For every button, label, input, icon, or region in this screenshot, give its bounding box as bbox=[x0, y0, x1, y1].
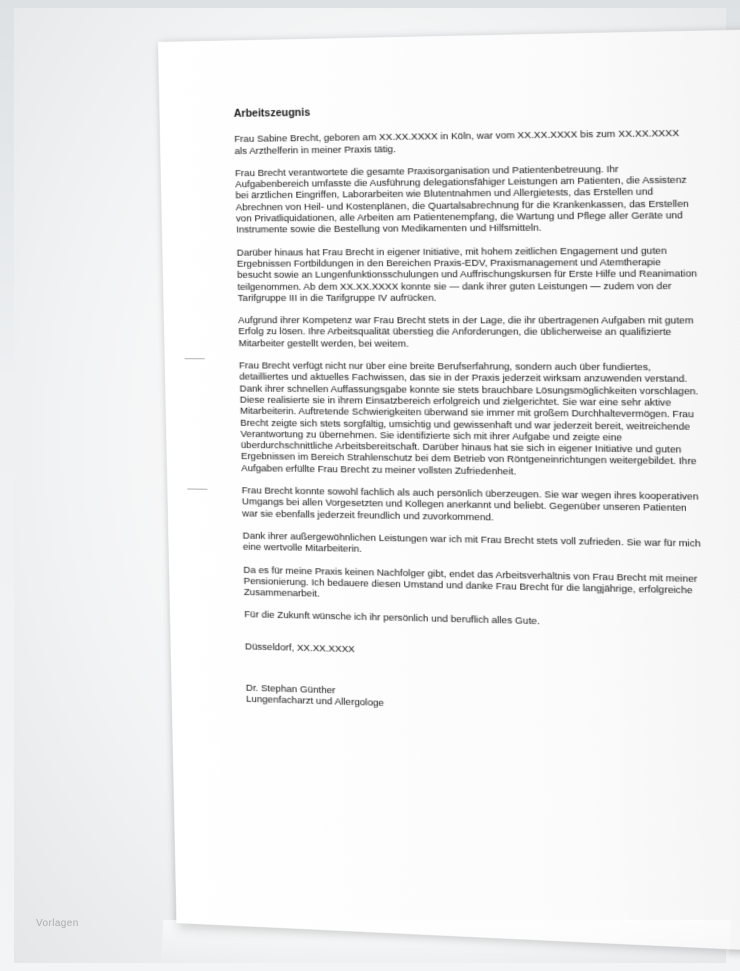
paragraph-conduct: Frau Brecht konnte sowohl fachlich als auch persönlich überzeugen. Sie war wegen ihres kooperativen Umgangs bei allen Vorgesetzten und Kollegen anerkannt und beliebt. Gegenüber unseren Patienten war sie ebenfalls jederzeit freundlich und zuvorkommend. bbox=[241, 485, 699, 524]
paragraph-termination: Da es für meine Praxis keinen Nachfolger gibt, endet das Arbeitsverhältnis von Frau Brecht mit meiner Pensionierung. Ich bedauere diesen Umstand und danke Frau Brecht für die langjährige, erfolgreiche Zusammenarbeit. bbox=[243, 564, 698, 600]
signatory-title: Lungenfacharzt und Allergologe bbox=[245, 694, 385, 710]
paragraph-duties: Frau Brecht verantwortete die gesamte Praxisorganisation und Patientenbetreuung. Ihr Aufgabenbereich umfasste die Ausführung delegationsfähiger Leistungen am Patienten, die Assistenz bei ärztlichen Eingriffen, Laborarbeiten wie Blutentnahmen und Allergietests, das Erstellen und Abrechnen von Heil- und Kostenplänen, die Quartalsabrechnung für die Krankenkassen, das Erstellen von Privatliquidationen, alle Arbeiten am Patientenempfang, die Wartung und Pflege aller Geräte und Instrumente sowie die Bestellung von Medikamenten und Hilfsmitteln. bbox=[234, 163, 689, 236]
document-body bbox=[234, 102, 707, 720]
document-title: Arbeitszeugnis bbox=[233, 106, 311, 120]
document-page bbox=[158, 30, 740, 952]
paragraph-satisfaction: Dank ihrer außergewöhnlichen Leistungen war ich mit Frau Brecht stets voll zufrieden. Sie war für mich eine wertvolle Mitarbeiterin. bbox=[242, 530, 701, 556]
paragraph-training: Darüber hinaus hat Frau Brecht in eigener Initiative, mit hohem zeitlichen Engagement und guten Ergebnissen Fortbildungen in den Bereichen Praxis-EDV, Praxismanagement und Atemtherapie besucht sowie an Lungenfunktionsschulungen und Auffrischungskursen für Erste Hilfe und Reanimation teilgenommen. Ab dem XX.XX.XXXX konnte sie — dank ihrer guten Leistungen — zudem von der Tarifgruppe III in die Tarifgruppe IV aufrücken. bbox=[236, 245, 698, 304]
place-date: Düsseldorf, XX.XX.XXXX bbox=[244, 641, 355, 655]
paragraph-intro: Frau Sabine Brecht, geboren am XX.XX.XXXX in Köln, war vom XX.XX.XXXX bis zum XX.XX.XXXX als Arzthelferin in meiner Praxis tätig. bbox=[234, 128, 680, 157]
punch-mark bbox=[187, 488, 207, 489]
watermark-label: Vorlagen bbox=[36, 918, 79, 929]
page-reflection bbox=[161, 920, 732, 968]
signatory-name: Dr. Stephan Günther bbox=[245, 682, 336, 697]
paragraph-wishes: Für die Zukunft wünsche ich ihr persönlich und beruflich alles Gute. bbox=[244, 609, 540, 628]
paragraph-competence: Aufgrund ihrer Kompetenz war Frau Brecht stets in der Lage, die ihr übertragenen Aufgaben mit gutem Erfolg zu lösen. Ihre Arbeitsqualität überstieg die Anforderungen, die üblicherweise an qualifizierte Mitarbeiter gestellt werden, bei weitem. bbox=[238, 315, 694, 350]
fold-mark bbox=[185, 358, 205, 359]
paragraph-performance: Frau Brecht verfügt nicht nur über eine breite Berufserfahrung, sondern auch über fundiertes, detailliertes und aktuelles Fachwissen, das sie in der Praxis jederzeit wirksam anzuwenden verstand. Dank ihrer schnellen Auffassungsgabe konnte sie stets brauchbare Lösungsmöglichkeiten vorschlagen. Diese realisierte sie in ihrem Einsatzbereich erfolgreich und zielgerichtet. Sie war eine sehr aktive Mitarbeiterin. Auftretende Schwierigkeiten überwand sie immer mit großem Durchhaltevermögen. Frau Brecht zeigte sich stets sorgfältig, umsichtig und gewissenhaft und war jederzeit bereit, weitreichende Verantwortung zu übernehmen. Sie identifizierte sich mit ihrer Aufgabe und zeigte eine überdurchschnittliche Arbeitsbereitschaft. Darüber hinaus hat sie sich in eigener Initiative und guten Ergebnissen im Bereich Strahlenschutz bei dem Betrieb von Röntgeneinrichtungen weitergebildet. Ihre Aufgaben erfüllte Frau Brecht zu meiner vollsten Zufriedenheit. bbox=[238, 360, 699, 478]
